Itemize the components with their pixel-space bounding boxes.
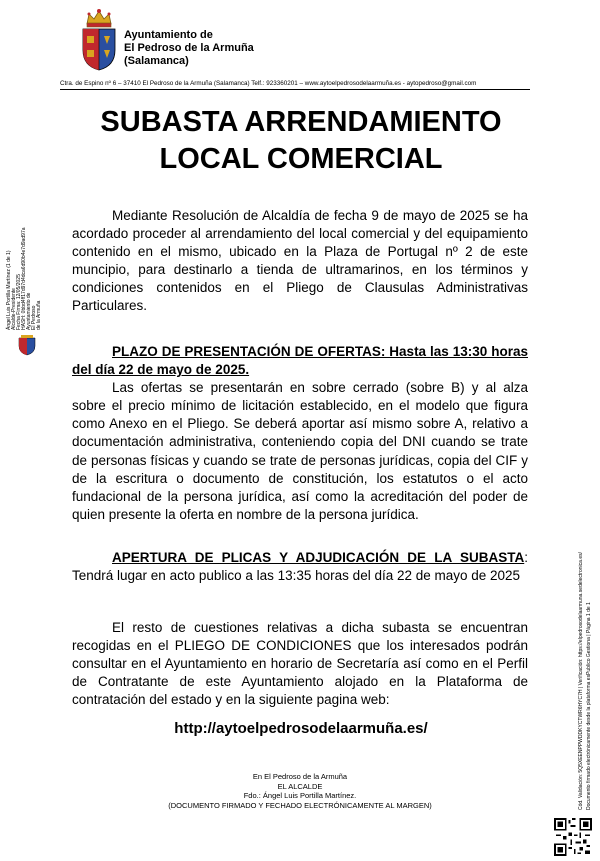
title-line-2: LOCAL COMERCIAL xyxy=(159,143,443,175)
signature-block xyxy=(140,772,460,810)
stamp-date: Fecha Firma: 12/05/2025 xyxy=(16,274,22,330)
right-verification-margin xyxy=(574,552,598,815)
org-line-2: El Pedroso de la Armuña xyxy=(124,42,254,54)
municipal-crest-icon xyxy=(79,6,119,72)
apertura-text: : Tendrá lugar en acto publico a las 13:35 horas del día 22 de mayo de 2025 xyxy=(72,550,528,584)
apertura-section xyxy=(72,549,528,585)
verification-platform: Documento firmado electrónicamente desde la plataforma esPublico Gestiona | Página 1 de 1 xyxy=(586,602,592,810)
org-line-1: Ayuntamiento de xyxy=(124,29,213,41)
left-signature-stamp xyxy=(2,190,42,360)
plazo-text: Las ofertas se presentarán en sobre cerrado (sobre B) y al alza sobre el precio mínimo de licitación establecido, en el modelo que figura como Anexo en el Pliego. Se deberá aportar así mismo sobre A, relativo a documentación administrativa, conteniendo copia del DNI cuando se trate de personas físicas y cuando se trate de personas jurídicas, copia del CIF y de la escritura o documento de constitución, los estatutos o el acto fundacional de la persona jurídica, así como la acreditación del poder de quien presente la oferta en nombre de la persona jurídica. xyxy=(72,380,528,522)
organization-name xyxy=(124,29,254,68)
stamp-hash: HASH: 0bbd4ff17d97d4dca6d90b4e7d9ad97a xyxy=(21,227,27,330)
conditions-paragraph: El resto de cuestiones relativas a dicha subasta se encuentran recogidas en el PLIEGO DE CONDICIONES que los interesados podrán consultar en el Ayuntamiento en horario de Secretaría así como en el Perfil de Contratante de este Ayuntamiento alojado en la Plataforma de contratación del estado y en la siguiente pagina web: xyxy=(72,620,528,708)
header-address: Ctra. de Espino nº 6 – 37410 El Pedroso de la Armuña (Salamanca) Telf.: 923360201 – www.aytoelpedrosodelaarmuña.es - aytopedroso@gmail.com xyxy=(60,80,477,87)
stamp-org-1: Ayuntamiento de xyxy=(26,292,32,330)
stamp-org-3: de la Armuña xyxy=(36,300,42,330)
stamp-role: Alcalde-Presidente xyxy=(11,288,17,330)
apertura-heading: APERTURA DE PLICAS Y ADJUDICACIÓN DE LA SUBASTA xyxy=(112,550,525,565)
qr-code-icon[interactable] xyxy=(554,818,592,856)
website-link[interactable]: http://aytoelpedrosodelaarmuña.es/ xyxy=(174,720,428,737)
stamp-crest-icon xyxy=(18,334,36,356)
intro-paragraph: Mediante Resolución de Alcaldía de fecha 9 de mayo de 2025 se ha acordado proceder al arrendamiento del local comercial y del equipamiento contenido en el mismo, ubicado en la Plaza de Portugal nº 2 de este muncipio, para destinarlo a tienda de ultramarinos, en los términos y condiciones contenidos en el Pliego de Clausulas Administrativas Particulares. xyxy=(72,208,528,314)
signature-name: Fdo.: Ángel Luis Portilla Martínez. xyxy=(243,791,357,800)
signature-role: EL ALCALDE xyxy=(277,781,323,791)
signature-place: En El Pedroso de la Armuña xyxy=(252,772,348,781)
page-title xyxy=(60,104,542,178)
stamp-signer: Ángel Luis Portilla Martínez (1 de 1) xyxy=(6,250,12,330)
stamp-org-2: El Pedroso xyxy=(31,305,37,330)
plazo-heading: PLAZO DE PRESENTACIÓN DE OFERTAS: Hasta las 13:30 horas del día 22 de mayo de 2025. xyxy=(72,344,528,378)
title-line-1: SUBASTA ARRENDAMIENTO xyxy=(100,106,502,138)
plazo-section xyxy=(72,343,528,524)
signature-note: (DOCUMENTO FIRMADO Y FECHADO ELECTRÓNICAMENTE AL MARGEN) xyxy=(168,800,432,810)
header-divider xyxy=(60,89,530,90)
verification-code: Cód. Validación: 5Q5XEENPPWDDKYCTWR6HYC7H | Verificación: https://elpedrosodelaarmuna.sedelectronica.es/ xyxy=(578,552,584,810)
org-line-3: (Salamanca) xyxy=(124,55,189,67)
